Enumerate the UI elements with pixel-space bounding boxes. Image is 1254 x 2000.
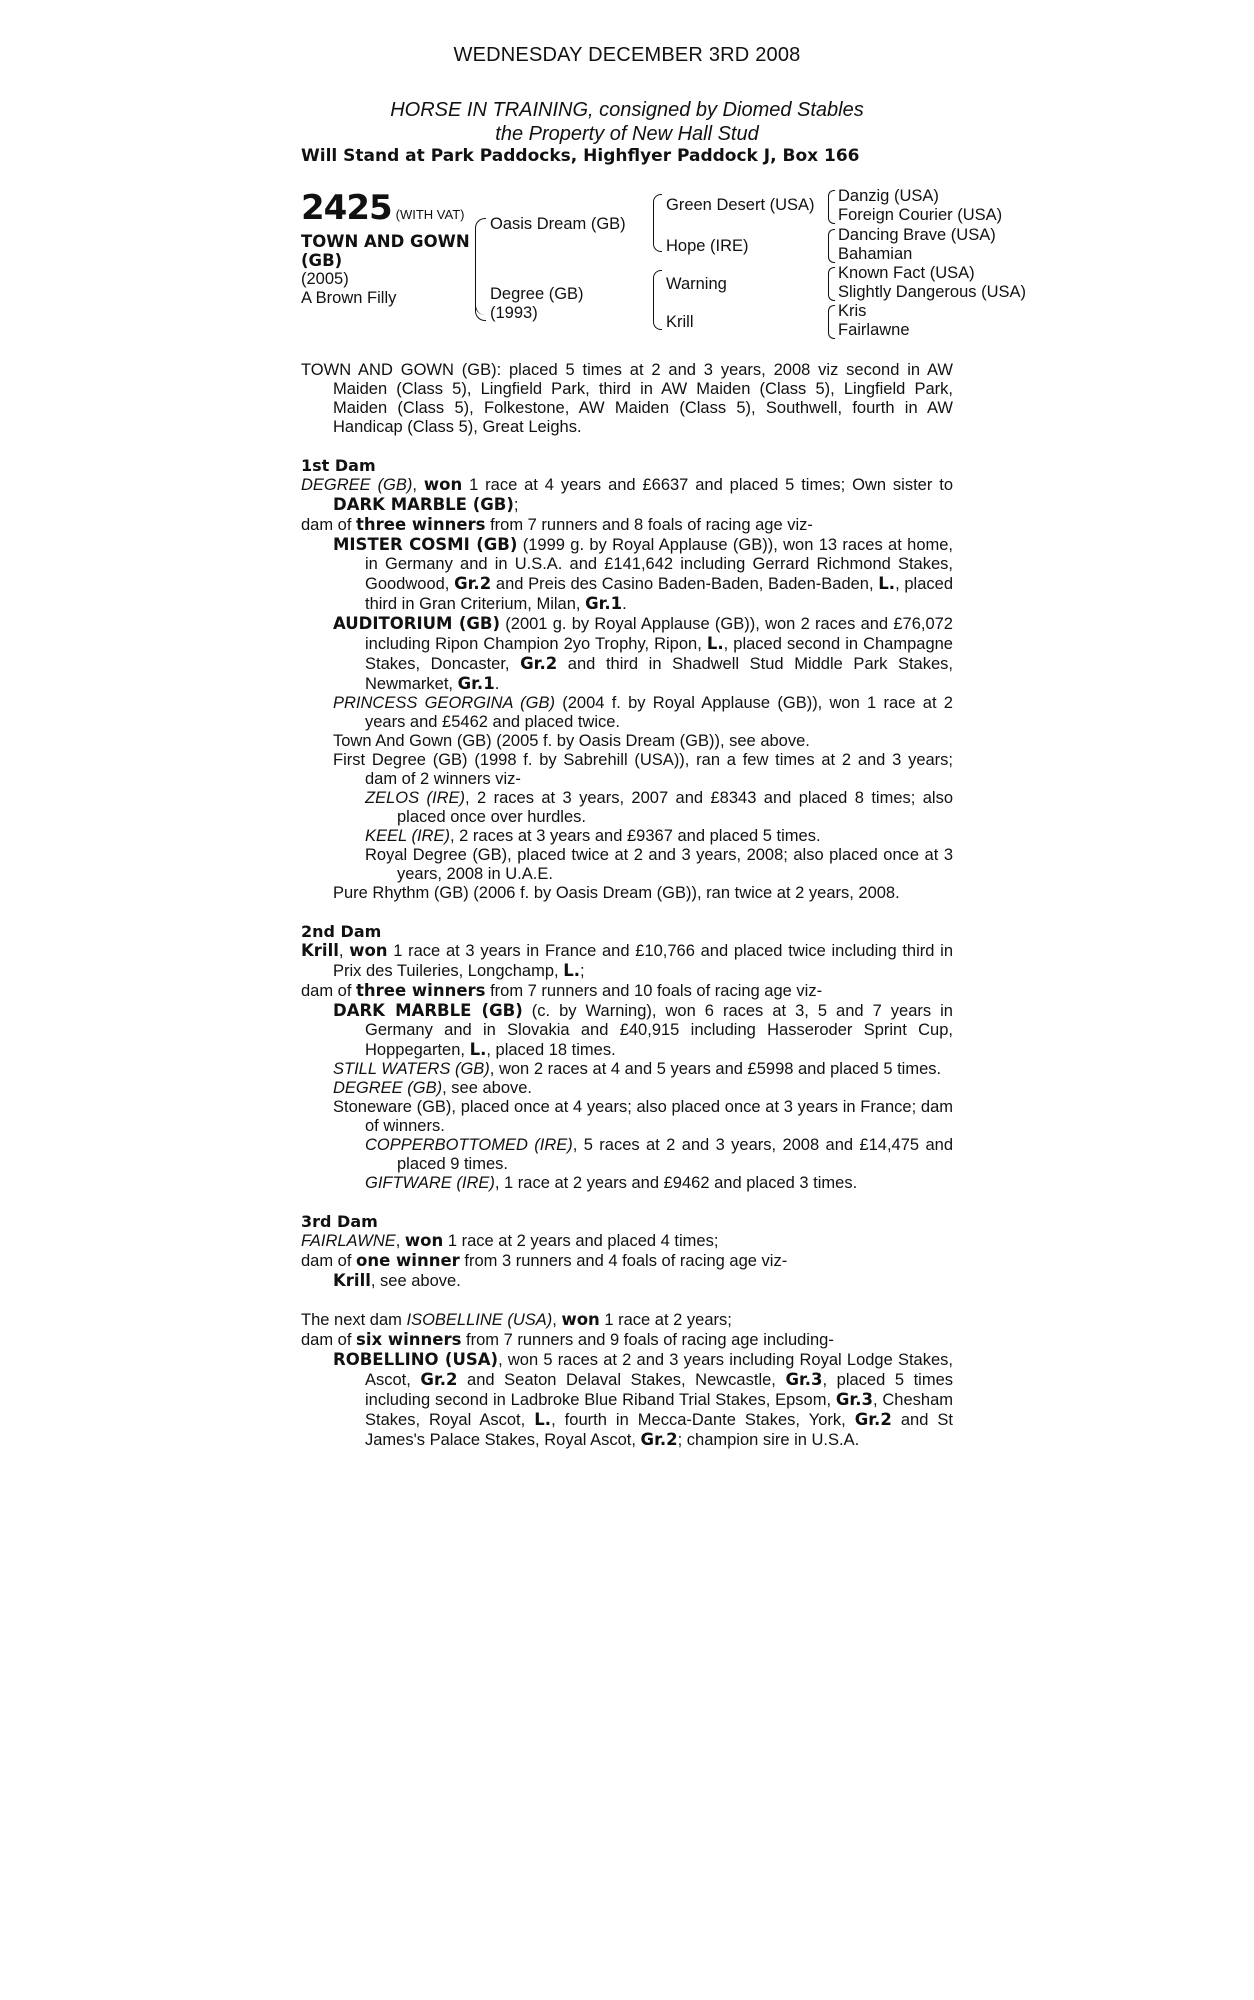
g-brace-4 xyxy=(828,305,835,339)
sister-name: DARK MARBLE (GB) xyxy=(333,495,514,514)
third-dam-heading: 3rd Dam xyxy=(301,1212,378,1231)
lot-number: 2425 xyxy=(301,188,392,228)
list-item: GIFTWARE (IRE), 1 race at 2 years and £9462 and placed 3 times. xyxy=(365,1174,858,1192)
list-item: DARK MARBLE (GB) (c. by Warning), won 6 races at 3, 5 and 7 years in Germany and in Slovakia and £40,915 including Hasseroder Sprint Cup, Hoppegarten, L., placed 18 times. xyxy=(333,1001,953,1059)
pedigree-g8: Fairlawne xyxy=(838,321,910,339)
pedigree-g6: Slightly Dangerous (USA) xyxy=(838,283,1026,301)
dam-name: DEGREE (GB) xyxy=(301,476,413,494)
produce-record xyxy=(301,361,953,1450)
consignor-line: HORSE IN TRAINING, consigned by Diomed Stables xyxy=(390,99,864,121)
list-item: AUDITORIUM (GB) (2001 g. by Royal Applause (GB)), won 2 races and £76,072 including Ripon Champion 2yo Trophy, Ripon, L., placed second in Champagne Stakes, Doncaster, Gr.2 and third in Shadwell Stud Middle Park Stakes, Newmarket, Gr.1. xyxy=(333,614,953,693)
third-dam-produce-summary: dam of one winner from 3 runners and 4 foals of racing age viz- xyxy=(301,1251,788,1270)
vat-note: (WITH VAT) xyxy=(395,207,465,222)
horse-name xyxy=(301,232,471,270)
foaling-year: (2005) xyxy=(301,270,349,288)
sire-dam-brace-lower xyxy=(475,270,486,321)
list-item: STILL WATERS (GB), won 2 races at 4 and 5 years and £5998 and placed 5 times. xyxy=(333,1060,942,1078)
first-dam-record: DEGREE (GB), won 1 race at 4 years and £6637 and placed 5 times; Own sister to DARK MARBLE (GB); xyxy=(301,475,953,514)
list-item: Krill, see above. xyxy=(333,1271,461,1290)
lot-block xyxy=(301,188,471,308)
sale-date: WEDNESDAY DECEMBER 3RD 2008 xyxy=(453,44,801,66)
pedigree-g1: Danzig (USA) xyxy=(838,187,939,205)
list-item: DEGREE (GB), see above. xyxy=(333,1079,533,1097)
pedigree-g5: Known Fact (USA) xyxy=(838,264,975,282)
g-brace-1 xyxy=(828,190,835,224)
pedigree-dam: Degree (GB) xyxy=(490,285,584,303)
list-item: COPPERBOTTOMED (IRE), 5 races at 2 and 3 years, 2008 and £14,475 and placed 9 times. xyxy=(365,1136,953,1173)
pedigree-sire: Oasis Dream (GB) xyxy=(490,215,626,233)
list-item: PRINCESS GEORGINA (GB) (2004 f. by Royal Applause (GB)), won 1 race at 2 years and £5462 and placed twice. xyxy=(333,694,953,731)
pedigree-dam-dam: Krill xyxy=(666,313,694,331)
first-dam-heading: 1st Dam xyxy=(301,456,376,475)
second-dam-produce-summary: dam of three winners from 7 runners and 10 foals of racing age viz- xyxy=(301,981,823,1000)
g-brace-2 xyxy=(828,229,835,263)
g-brace-3 xyxy=(828,267,835,301)
list-item: Royal Degree (GB), placed twice at 2 and 3 years, 2008; also placed once at 3 years, 2008 in U.A.E. xyxy=(365,846,953,883)
dam-line-brace xyxy=(653,270,662,330)
list-item: MISTER COSMI (GB) (1999 g. by Royal Applause (GB)), won 13 races at home, in Germany and in U.S.A. and £141,642 including Gerrard Richmond Stakes, Goodwood, Gr.2 and Preis des Casino Baden-Baden, Baden-Baden, L., placed third in Gran Criterium, Milan, Gr.1. xyxy=(333,535,953,613)
stand-location: Will Stand at Park Paddocks, Highflyer Paddock J, Box 166 xyxy=(301,146,860,166)
list-item: Town And Gown (GB) (2005 f. by Oasis Dream (GB)), see above. xyxy=(333,732,810,750)
horse-name-suffix: (GB) xyxy=(301,251,343,270)
race-summary: TOWN AND GOWN (GB): placed 5 times at 2 and 3 years, 2008 viz second in AW Maiden (Class 5), Lingfield Park, third in AW Maiden (Class 5), Lingfield Park, Maiden (Class 5), Folkestone, AW Maiden (Class 5), Southwell, fourth in AW Handicap (Class 5), Great Leighs. xyxy=(301,361,953,436)
next-dam-record: The next dam ISOBELLINE (USA), won 1 race at 2 years; xyxy=(301,1310,732,1329)
horse-description: A Brown Filly xyxy=(301,289,397,307)
pedigree-g3: Dancing Brave (USA) xyxy=(838,226,996,244)
list-item: First Degree (GB) (1998 f. by Sabrehill (USA)), ran a few times at 2 and 3 years; dam of 2 winners viz- xyxy=(333,751,953,788)
pedigree-sire-dam: Hope (IRE) xyxy=(666,237,749,255)
third-dam-record: FAIRLAWNE, won 1 race at 2 years and placed 4 times; xyxy=(301,1231,719,1250)
horse-name-line: TOWN AND GOWN xyxy=(301,232,470,251)
list-item: ROBELLINO (USA), won 5 races at 2 and 3 years including Royal Lodge Stakes, Ascot, Gr.2 and Seaton Delaval Stakes, Newcastle, Gr.3, placed 5 times including second in Ladbroke Blue Riband Trial Stakes, Epsom, Gr.3, Chesham Stakes, Royal Ascot, L., fourth in Mecca-Dante Stakes, York, Gr.2 and St James's Palace Stakes, Royal Ascot, Gr.2; champion sire in U.S.A. xyxy=(333,1350,953,1449)
list-item: Stoneware (GB), placed once at 4 years; also placed once at 3 years in France; dam of winners. xyxy=(333,1098,953,1135)
second-dam-heading: 2nd Dam xyxy=(301,922,382,941)
next-dam-produce-summary: dam of six winners from 7 runners and 9 foals of racing age including- xyxy=(301,1330,834,1349)
pedigree-dam-year: (1993) xyxy=(490,304,538,322)
pedigree-g4: Bahamian xyxy=(838,245,913,263)
pedigree-g2: Foreign Courier (USA) xyxy=(838,206,1003,224)
list-item: KEEL (IRE), 2 races at 3 years and £9367 and placed 5 times. xyxy=(365,827,821,845)
sire-line-brace xyxy=(653,194,662,252)
property-line: the Property of New Hall Stud xyxy=(495,123,759,145)
list-item: ZELOS (IRE), 2 races at 3 years, 2007 and £8343 and placed 8 times; also placed once over hurdles. xyxy=(365,789,954,826)
second-dam-record: Krill, won 1 race at 3 years in France and £10,766 and placed twice including third in Prix des Tuileries, Longchamp, L.; xyxy=(301,941,953,980)
pedigree-g7: Kris xyxy=(838,302,867,320)
pedigree-dam-sire: Warning xyxy=(666,275,727,293)
list-item: Pure Rhythm (GB) (2006 f. by Oasis Dream (GB)), ran twice at 2 years, 2008. xyxy=(333,884,900,902)
consignor-block xyxy=(0,98,1254,146)
pedigree-sire-sire: Green Desert (USA) xyxy=(666,196,815,214)
first-dam-produce-summary: dam of three winners from 7 runners and 8 foals of racing age viz- xyxy=(301,515,813,534)
